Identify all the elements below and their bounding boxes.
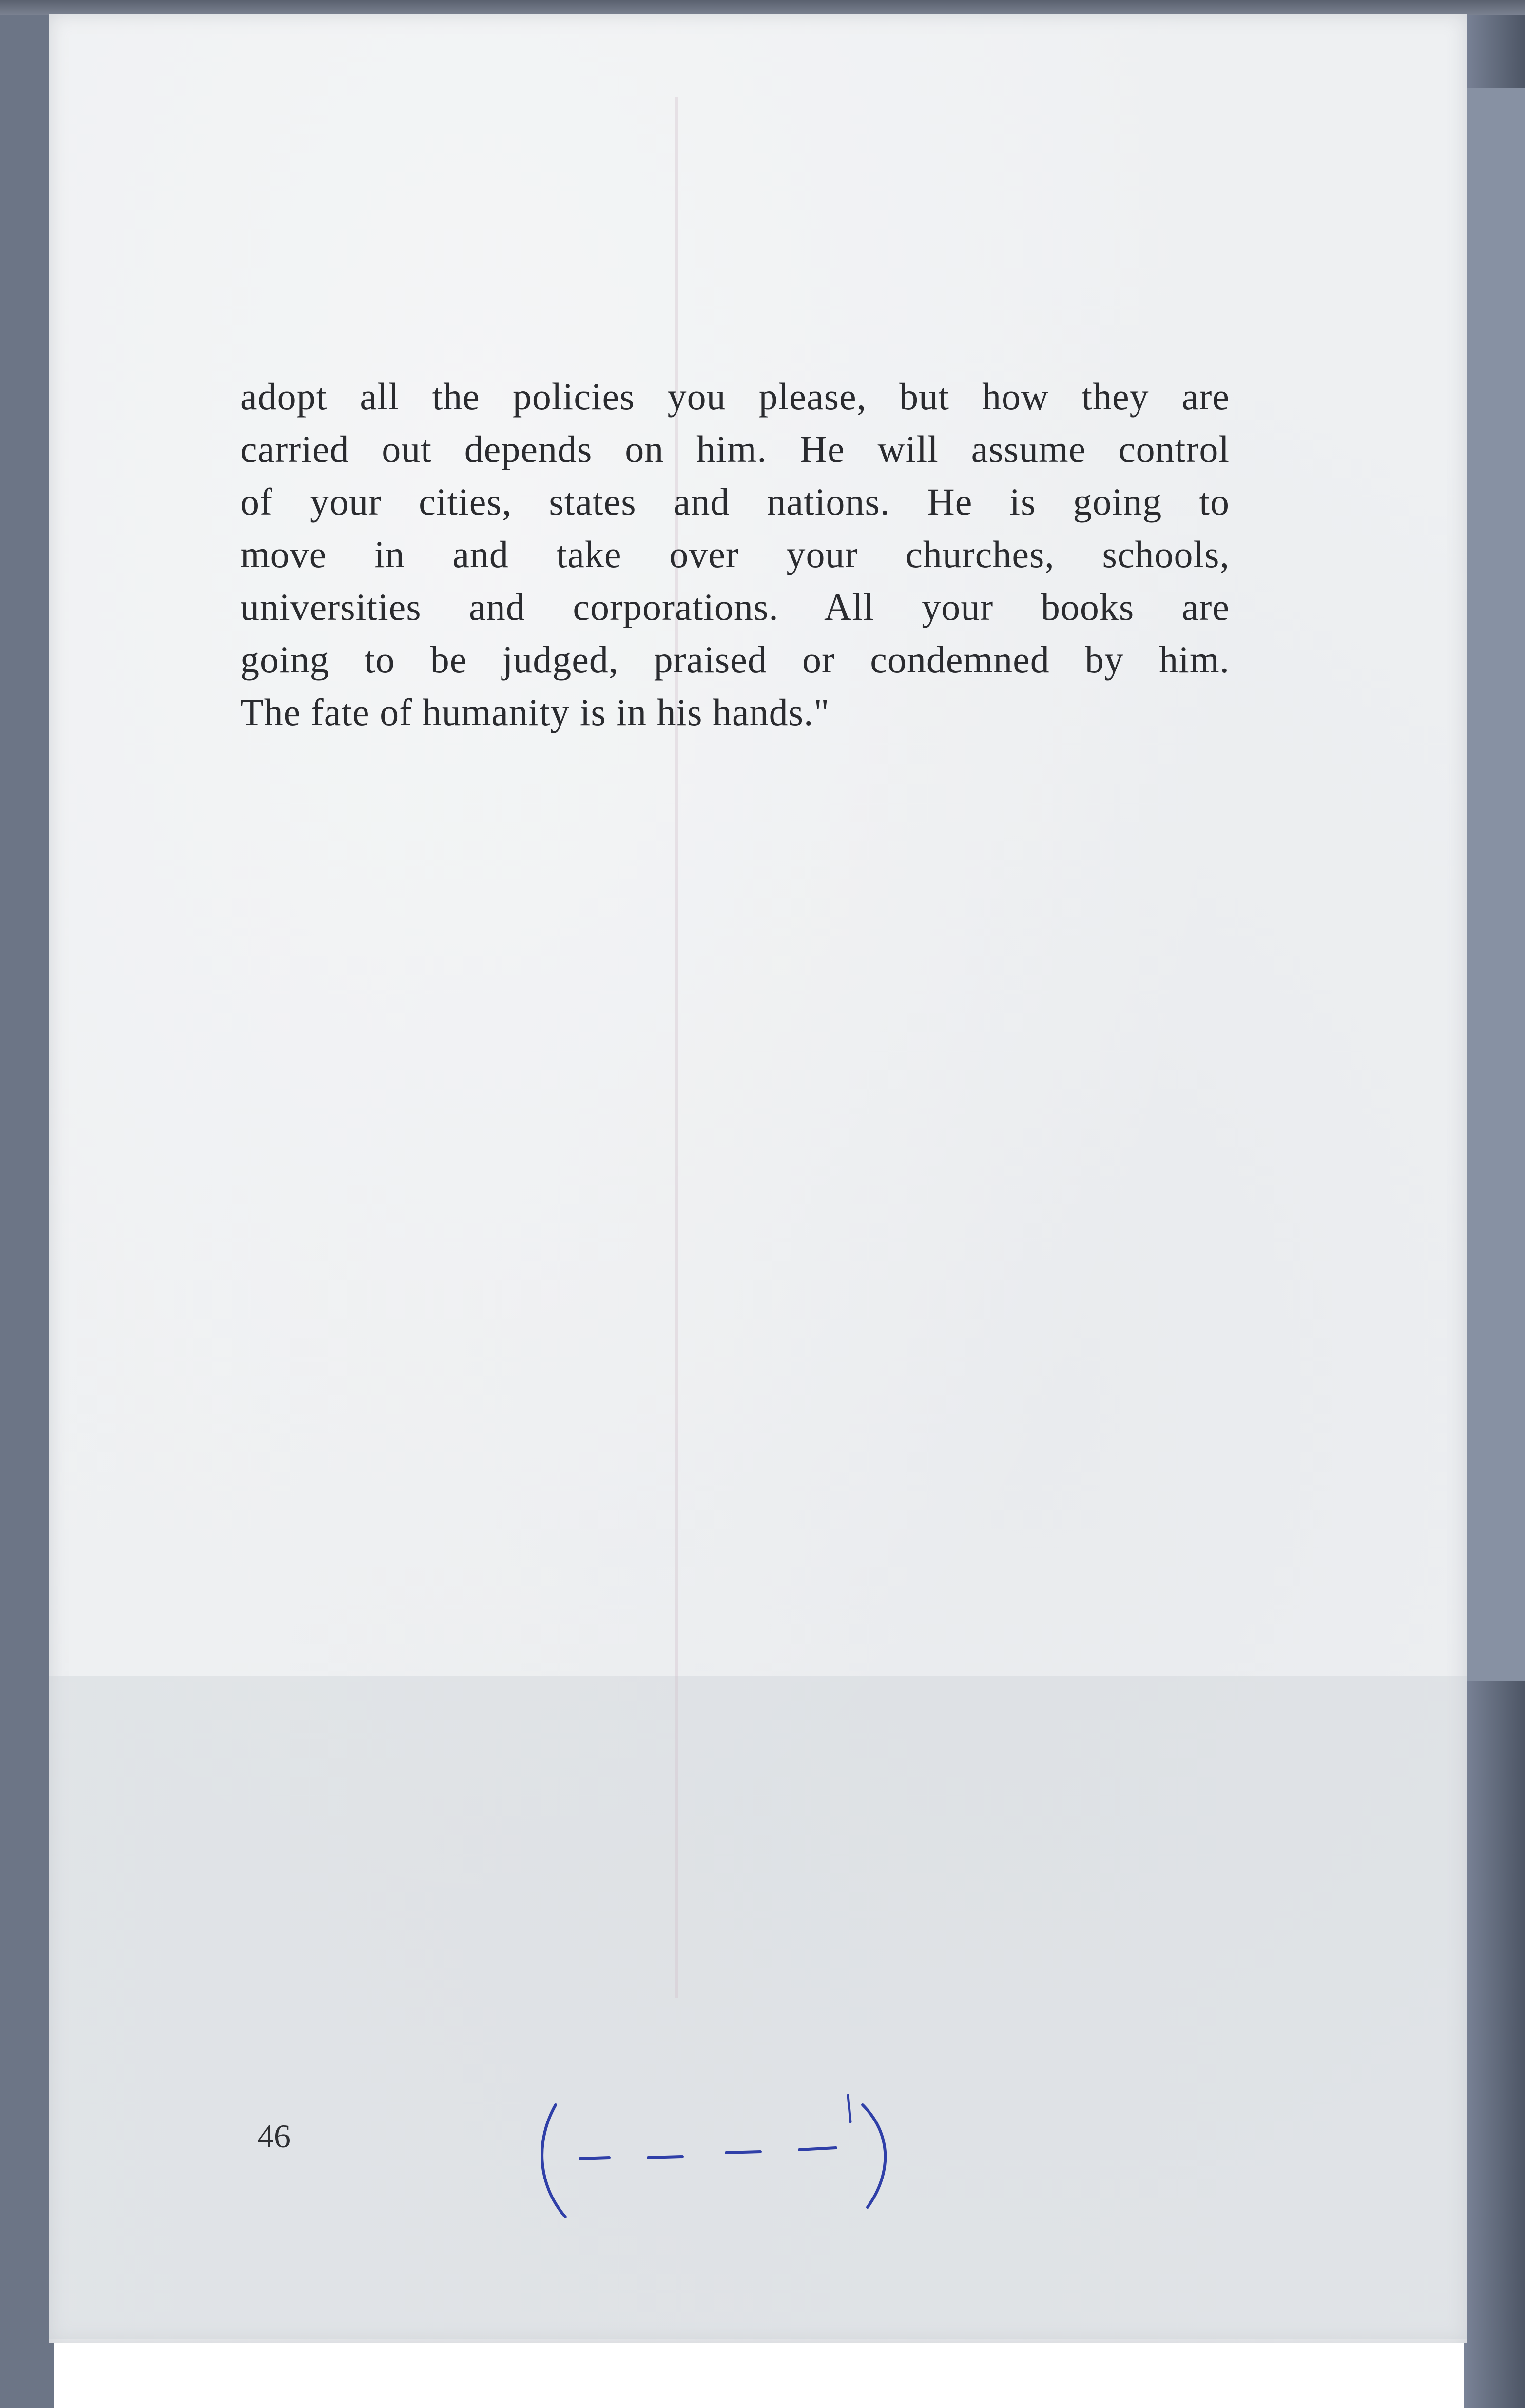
body-line: move in and take over your churches, schools, bbox=[240, 533, 1230, 575]
body-line: carried out depends on him. He will assume control bbox=[240, 428, 1230, 470]
page-shadow-band bbox=[49, 1676, 1467, 2339]
body-line: going to be judged, praised or condemned by him. bbox=[240, 638, 1230, 681]
body-line: universities and corporations. All your books are bbox=[240, 586, 1230, 628]
handwritten-pencil-mark bbox=[526, 2085, 926, 2232]
body-line: The fate of humanity is in his hands." bbox=[240, 691, 830, 733]
scanner-background-right-upper bbox=[1457, 88, 1525, 1681]
scanner-background-top bbox=[0, 0, 1525, 15]
scanner-background-left bbox=[0, 0, 54, 2408]
page-number: 46 bbox=[257, 2118, 290, 2155]
body-line: of your cities, states and nations. He is going to bbox=[240, 480, 1230, 523]
body-paragraph bbox=[240, 370, 1230, 739]
body-line: adopt all the policies you please, but how they are bbox=[240, 375, 1230, 418]
